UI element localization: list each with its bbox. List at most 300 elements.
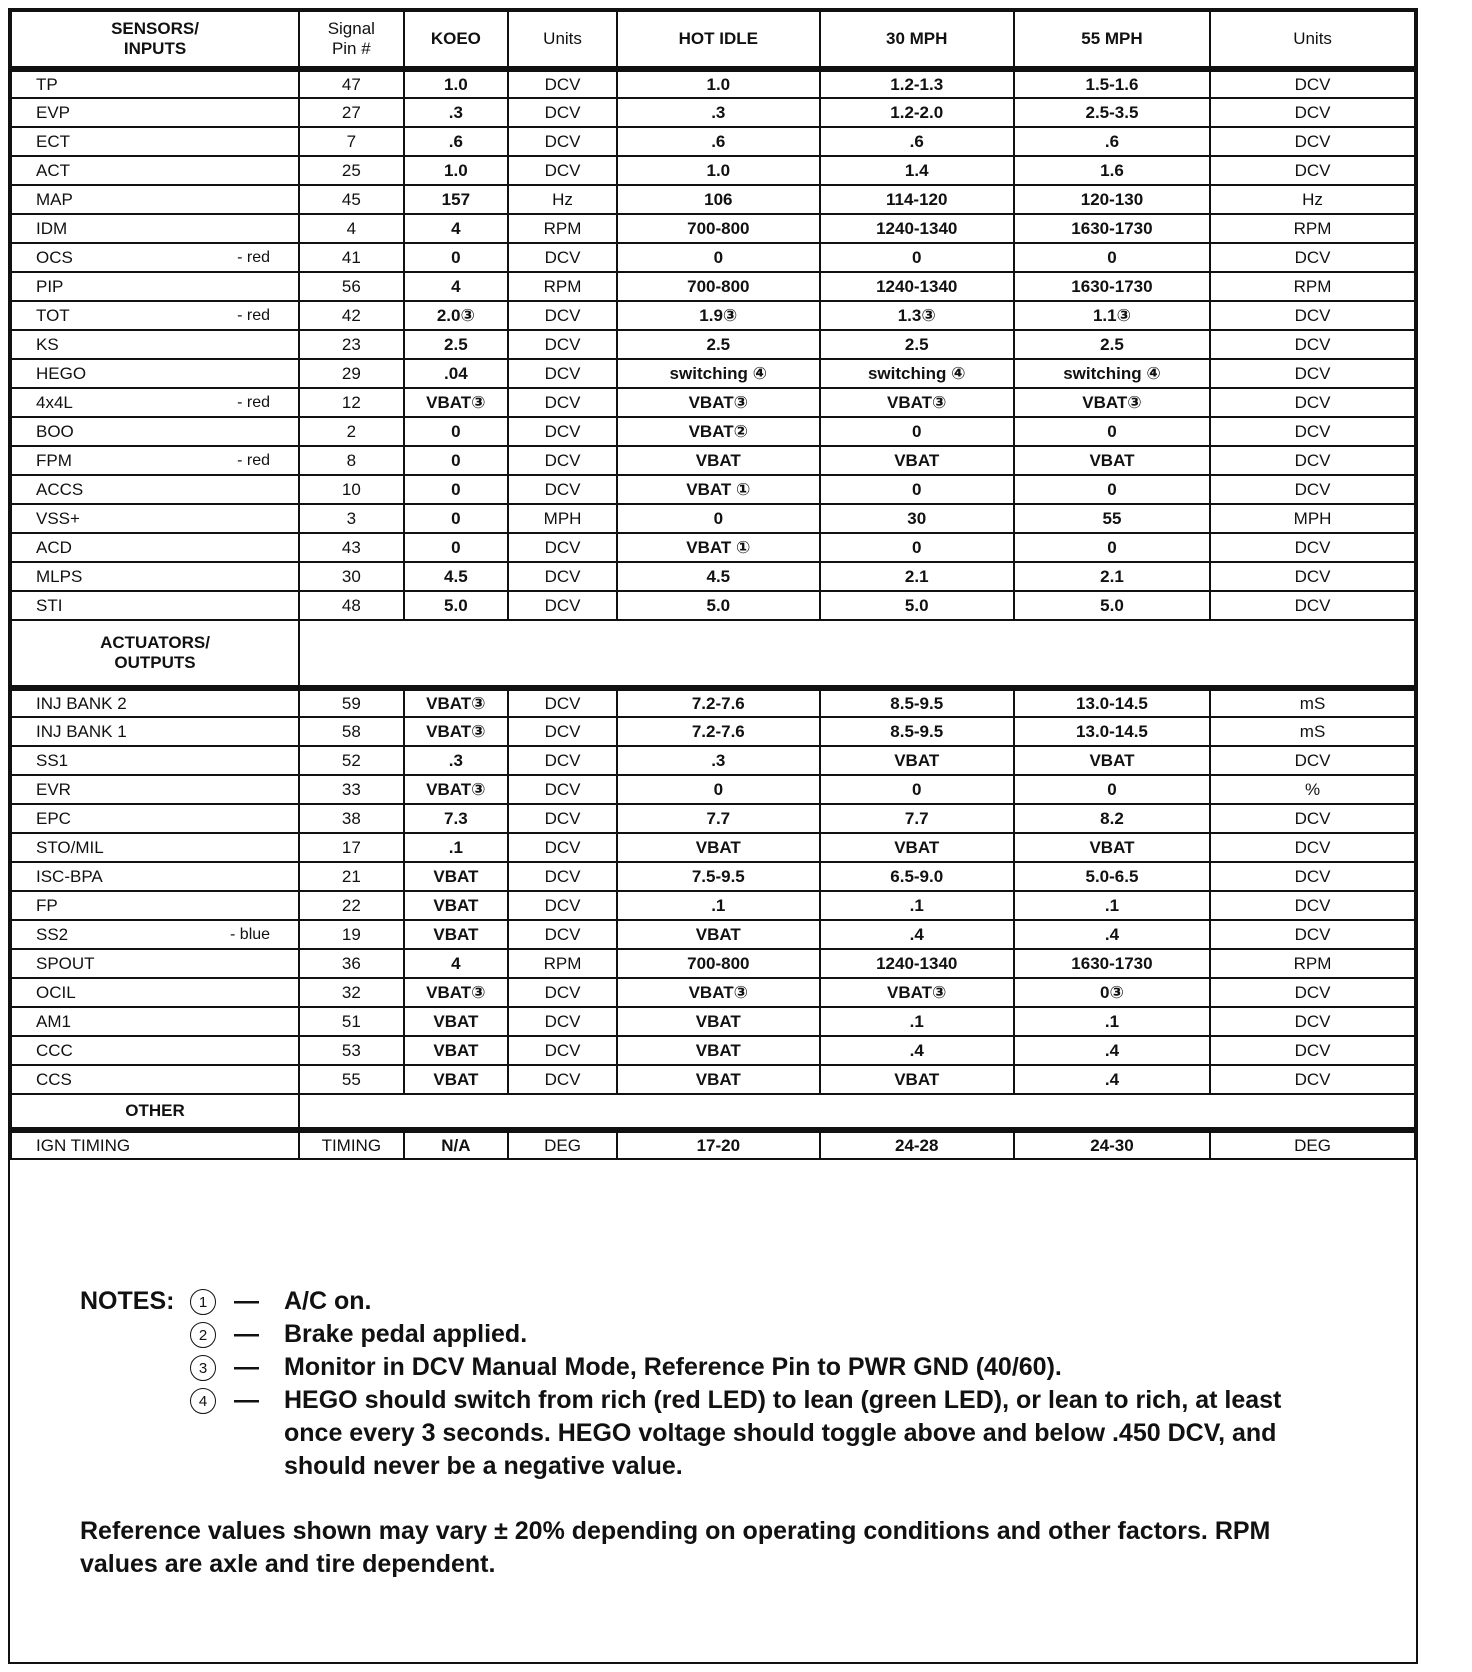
signal-pin-cell: 32 [299,978,404,1007]
mph-30-cell: VBAT [820,746,1014,775]
units-2-cell: DCV [1210,891,1415,920]
signal-pin-cell: 7 [299,127,404,156]
table-row [11,804,1415,833]
component-name-cell [11,272,299,301]
component-name: SS2 [36,924,69,944]
units-cell: DCV [508,833,617,862]
units-2-cell: DCV [1210,301,1415,330]
component-name-cell [11,127,299,156]
component-name-cell [11,1007,299,1036]
component-name: AM1 [36,1011,71,1031]
signal-pin-cell: 59 [299,688,404,717]
mph-30-cell: VBAT [820,446,1014,475]
koeo-cell: 0 [404,475,509,504]
hot-idle-cell: .1 [617,891,820,920]
signal-pin-cell: 22 [299,891,404,920]
signal-pin-cell: 19 [299,920,404,949]
wire-color-label: - red [237,452,271,469]
mph-55-cell: 1.1③ [1014,301,1210,330]
units-cell: MPH [508,504,617,533]
signal-pin-cell: 42 [299,301,404,330]
hot-idle-cell: VBAT③ [617,388,820,417]
hot-idle-cell: VBAT ① [617,475,820,504]
mph-55-cell: VBAT③ [1014,388,1210,417]
units-cell: DCV [508,98,617,127]
component-name-cell [11,891,299,920]
units-cell: DCV [508,533,617,562]
koeo-cell: VBAT③ [404,717,509,746]
signal-pin-cell: 29 [299,359,404,388]
signal-pin-cell: 3 [299,504,404,533]
hot-idle-cell: 7.2-7.6 [617,717,820,746]
units-cell: Hz [508,185,617,214]
component-name: IDM [36,218,68,238]
mph-55-cell: 55 [1014,504,1210,533]
component-name-cell [11,301,299,330]
units-cell: DCV [508,891,617,920]
table-row [11,1036,1415,1065]
hot-idle-cell: 17-20 [617,1130,820,1159]
units-cell: DCV [508,746,617,775]
table-row [11,330,1415,359]
mph-55-cell: 0③ [1014,978,1210,1007]
signal-pin-cell: 12 [299,388,404,417]
koeo-cell: 0 [404,243,509,272]
table-row [11,243,1415,272]
wire-color-label: - red [237,307,271,324]
component-name-cell [11,446,299,475]
sensors-inputs-body [11,69,1415,620]
component-name: FP [36,895,58,915]
header-units-2: Units [1210,11,1415,69]
mph-55-cell: 0 [1014,475,1210,504]
units-cell: DCV [508,591,617,620]
actuators-section [11,620,1415,688]
table-row [11,504,1415,533]
mph-30-cell: 8.5-9.5 [820,717,1014,746]
signal-pin-cell: 10 [299,475,404,504]
component-name-cell [11,330,299,359]
mph-30-cell: 114-120 [820,185,1014,214]
signal-pin-cell: 43 [299,533,404,562]
table-row [11,214,1415,243]
koeo-cell: 7.3 [404,804,509,833]
component-name: VSS+ [36,508,80,528]
component-name-cell [11,775,299,804]
mph-55-cell: VBAT [1014,746,1210,775]
koeo-cell: VBAT③ [404,688,509,717]
component-name-cell [11,591,299,620]
hot-idle-cell: 0 [617,243,820,272]
note-number-circle: 2 [190,1322,216,1348]
units-2-cell: DCV [1210,1065,1415,1094]
units-2-cell: DCV [1210,862,1415,891]
hot-idle-cell: VBAT② [617,417,820,446]
mph-55-cell: 5.0 [1014,591,1210,620]
signal-pin-cell: 51 [299,1007,404,1036]
actuators-outputs-heading-row [11,620,1415,688]
other-heading-row [11,1094,1415,1130]
component-name: SPOUT [36,953,95,973]
header-sensors-inputs: SENSORS/ INPUTS [11,11,299,69]
units-2-cell: DCV [1210,1036,1415,1065]
component-name: INJ BANK 2 [36,693,127,713]
signal-pin-cell: 8 [299,446,404,475]
component-name-cell [11,1065,299,1094]
reference-note: Reference values shown may vary ± 20% depending on operating conditions and other factors. RPM values are axle and tire dependent. [80,1517,1271,1578]
units-2-cell: mS [1210,688,1415,717]
component-name-cell [11,475,299,504]
mph-30-cell: 2.1 [820,562,1014,591]
hot-idle-cell: switching ④ [617,359,820,388]
component-name-cell [11,243,299,272]
mph-30-cell: 1.2-2.0 [820,98,1014,127]
note-text: Brake pedal applied. [284,1320,528,1348]
units-cell: DCV [508,330,617,359]
table-row [11,1130,1415,1159]
table-row [11,1065,1415,1094]
units-2-cell: DCV [1210,69,1415,98]
component-name-cell [11,359,299,388]
table-row [11,891,1415,920]
mph-30-cell: 0 [820,533,1014,562]
mph-30-cell: 0 [820,475,1014,504]
units-cell: DCV [508,562,617,591]
mph-30-cell: VBAT [820,1065,1014,1094]
header-signal-pin: Signal Pin # [299,11,404,69]
units-2-cell: mS [1210,717,1415,746]
koeo-cell: .1 [404,833,509,862]
koeo-cell: VBAT [404,1036,509,1065]
mph-30-cell: 0 [820,417,1014,446]
component-name: HEGO [36,363,87,383]
signal-pin-cell: 23 [299,330,404,359]
note-dash: — [234,1287,259,1315]
mph-55-cell: .4 [1014,1065,1210,1094]
component-name: ISC-BPA [36,866,103,886]
note-number-circle: 1 [190,1289,216,1315]
wire-color-label: - blue [230,926,271,943]
actuators-blank-cell [299,620,1415,688]
component-name: OCS [36,247,73,267]
hot-idle-cell: VBAT [617,1065,820,1094]
units-2-cell: DCV [1210,156,1415,185]
units-cell: DCV [508,1007,617,1036]
mph-55-cell: 120-130 [1014,185,1210,214]
units-2-cell: DCV [1210,562,1415,591]
table-row [11,1007,1415,1036]
table-row [11,301,1415,330]
mph-30-cell: .4 [820,920,1014,949]
hot-idle-cell: 5.0 [617,591,820,620]
mph-55-cell: 1.6 [1014,156,1210,185]
mph-30-cell: 0 [820,243,1014,272]
component-name: STO/MIL [36,837,104,857]
table-header-row [11,11,1415,69]
units-2-cell: DCV [1210,1007,1415,1036]
signal-pin-cell: 30 [299,562,404,591]
units-cell: DCV [508,301,617,330]
units-2-cell: DCV [1210,98,1415,127]
signal-pin-cell: 25 [299,156,404,185]
mph-55-cell: 13.0-14.5 [1014,688,1210,717]
header-hot-idle: HOT IDLE [617,11,820,69]
note-text: A/C on. [284,1287,372,1315]
mph-55-cell: 1630-1730 [1014,949,1210,978]
mph-30-cell: 0 [820,775,1014,804]
other-heading: OTHER [11,1094,299,1130]
component-name-cell [11,156,299,185]
mph-30-cell: VBAT [820,833,1014,862]
table-row [11,185,1415,214]
wire-color-label: - red [237,249,271,266]
units-cell: DCV [508,475,617,504]
component-name: MLPS [36,566,83,586]
units-2-cell: RPM [1210,214,1415,243]
mph-55-cell: .4 [1014,920,1210,949]
units-cell: DCV [508,156,617,185]
koeo-cell: 157 [404,185,509,214]
mph-30-cell: 8.5-9.5 [820,688,1014,717]
notes-section [80,1285,1340,1483]
units-2-cell: DCV [1210,243,1415,272]
units-2-cell: DCV [1210,127,1415,156]
mph-30-cell: 1.2-1.3 [820,69,1014,98]
koeo-cell: 0 [404,504,509,533]
units-cell: DCV [508,717,617,746]
mph-55-cell: 5.0-6.5 [1014,862,1210,891]
koeo-cell: 4 [404,949,509,978]
units-cell: DCV [508,388,617,417]
signal-pin-cell: 47 [299,69,404,98]
table-row [11,388,1415,417]
component-name: EVP [36,102,71,122]
component-name-cell [11,214,299,243]
note-item [80,1384,1340,1483]
mph-55-cell: 1.5-1.6 [1014,69,1210,98]
units-cell: DCV [508,1065,617,1094]
units-cell: DCV [508,978,617,1007]
mph-55-cell: VBAT [1014,446,1210,475]
note-dash: — [234,1320,259,1348]
component-name-cell [11,185,299,214]
component-name: TP [36,74,58,94]
component-name: EVR [36,779,71,799]
units-2-cell: DCV [1210,359,1415,388]
other-body [11,1130,1415,1159]
units-cell: RPM [508,949,617,978]
mph-30-cell: 24-28 [820,1130,1014,1159]
koeo-cell: 0 [404,533,509,562]
units-cell: DCV [508,359,617,388]
note-item [80,1285,1340,1318]
component-name: ACT [36,160,70,180]
units-cell: DCV [508,446,617,475]
mph-55-cell: 8.2 [1014,804,1210,833]
component-name: KS [36,334,59,354]
hot-idle-cell: 7.5-9.5 [617,862,820,891]
koeo-cell: 2.0③ [404,301,509,330]
component-name-cell [11,504,299,533]
component-name-cell [11,98,299,127]
units-2-cell: DCV [1210,920,1415,949]
koeo-cell: .04 [404,359,509,388]
table-row [11,833,1415,862]
component-name: CCS [36,1069,72,1089]
table-row [11,446,1415,475]
signal-pin-cell: 58 [299,717,404,746]
component-name-cell [11,562,299,591]
units-2-cell: MPH [1210,504,1415,533]
koeo-cell: 2.5 [404,330,509,359]
note-text: Monitor in DCV Manual Mode, Reference Pin to PWR GND (40/60). [284,1353,1062,1381]
table-row [11,127,1415,156]
component-name-cell [11,688,299,717]
component-name-cell [11,717,299,746]
mph-30-cell: .4 [820,1036,1014,1065]
signal-pin-cell: 52 [299,746,404,775]
units-2-cell: DCV [1210,978,1415,1007]
hot-idle-cell: 700-800 [617,949,820,978]
hot-idle-cell: VBAT [617,446,820,475]
reference-sheet [8,8,1418,1664]
koeo-cell: .6 [404,127,509,156]
koeo-cell: 0 [404,417,509,446]
mph-30-cell: VBAT③ [820,978,1014,1007]
note-item [80,1351,1340,1384]
table-row [11,746,1415,775]
koeo-cell: 1.0 [404,156,509,185]
wire-color-label: - red [237,394,271,411]
mph-55-cell: 0 [1014,243,1210,272]
note-dash: — [234,1386,259,1414]
note-dash: — [234,1353,259,1381]
hot-idle-cell: 4.5 [617,562,820,591]
mph-55-cell: .1 [1014,1007,1210,1036]
header-units: Units [508,11,617,69]
table-row [11,533,1415,562]
table-row [11,272,1415,301]
hot-idle-cell: VBAT ① [617,533,820,562]
component-name: FPM [36,450,72,470]
units-2-cell: DCV [1210,533,1415,562]
mph-55-cell: 24-30 [1014,1130,1210,1159]
table-row [11,591,1415,620]
table-row [11,949,1415,978]
mph-30-cell: 7.7 [820,804,1014,833]
koeo-cell: VBAT [404,862,509,891]
hot-idle-cell: 0 [617,775,820,804]
component-name-cell [11,417,299,446]
table-row [11,417,1415,446]
koeo-cell: VBAT [404,1007,509,1036]
mph-55-cell: 2.5-3.5 [1014,98,1210,127]
signal-pin-cell: 45 [299,185,404,214]
koeo-cell: N/A [404,1130,509,1159]
table-row [11,920,1415,949]
units-2-cell: RPM [1210,949,1415,978]
table-row [11,775,1415,804]
units-cell: DCV [508,69,617,98]
component-name: MAP [36,189,73,209]
table-row [11,98,1415,127]
mph-30-cell: .1 [820,891,1014,920]
component-name-cell [11,920,299,949]
signal-pin-cell: 21 [299,862,404,891]
units-cell: DCV [508,804,617,833]
signal-pin-cell: 17 [299,833,404,862]
units-2-cell: RPM [1210,272,1415,301]
koeo-cell: VBAT③ [404,978,509,1007]
mph-30-cell: 1240-1340 [820,214,1014,243]
units-cell: DEG [508,1130,617,1159]
koeo-cell: VBAT [404,891,509,920]
koeo-cell: VBAT③ [404,775,509,804]
signal-pin-cell: 33 [299,775,404,804]
mph-55-cell: 2.1 [1014,562,1210,591]
mph-30-cell: switching ④ [820,359,1014,388]
koeo-cell: VBAT③ [404,388,509,417]
other-section [11,1094,1415,1130]
signal-pin-cell: TIMING [299,1130,404,1159]
hot-idle-cell: VBAT [617,1007,820,1036]
units-2-cell: DCV [1210,446,1415,475]
hot-idle-cell: 1.9③ [617,301,820,330]
hot-idle-cell: 700-800 [617,214,820,243]
units-cell: DCV [508,243,617,272]
mph-30-cell: 6.5-9.0 [820,862,1014,891]
hot-idle-cell: 106 [617,185,820,214]
hot-idle-cell: VBAT [617,833,820,862]
mph-55-cell: 1630-1730 [1014,214,1210,243]
hot-idle-cell: .3 [617,746,820,775]
mph-30-cell: 5.0 [820,591,1014,620]
koeo-cell: 4 [404,272,509,301]
units-2-cell: DCV [1210,330,1415,359]
koeo-cell: 0 [404,446,509,475]
units-2-cell: DCV [1210,475,1415,504]
hot-idle-cell: 0 [617,504,820,533]
component-name: PIP [36,276,64,296]
component-name-cell [11,746,299,775]
component-name-cell [11,1130,299,1159]
component-name: STI [36,595,63,615]
units-2-cell: DCV [1210,388,1415,417]
hot-idle-cell: 2.5 [617,330,820,359]
component-name: CCC [36,1040,73,1060]
component-name-cell [11,833,299,862]
table-row [11,69,1415,98]
table-row [11,688,1415,717]
mph-55-cell: 0 [1014,775,1210,804]
mph-55-cell: .4 [1014,1036,1210,1065]
mph-30-cell: .6 [820,127,1014,156]
hot-idle-cell: 7.7 [617,804,820,833]
units-cell: RPM [508,272,617,301]
component-name-cell [11,533,299,562]
units-2-cell: DCV [1210,417,1415,446]
units-2-cell: DCV [1210,804,1415,833]
component-name: EPC [36,808,71,828]
component-name: INJ BANK 1 [36,721,127,741]
mph-55-cell: 2.5 [1014,330,1210,359]
units-cell: DCV [508,1036,617,1065]
units-2-cell: DCV [1210,833,1415,862]
component-name: 4x4L [36,392,73,412]
component-name-cell [11,69,299,98]
actuators-outputs-body [11,688,1415,1094]
mph-30-cell: 1240-1340 [820,272,1014,301]
